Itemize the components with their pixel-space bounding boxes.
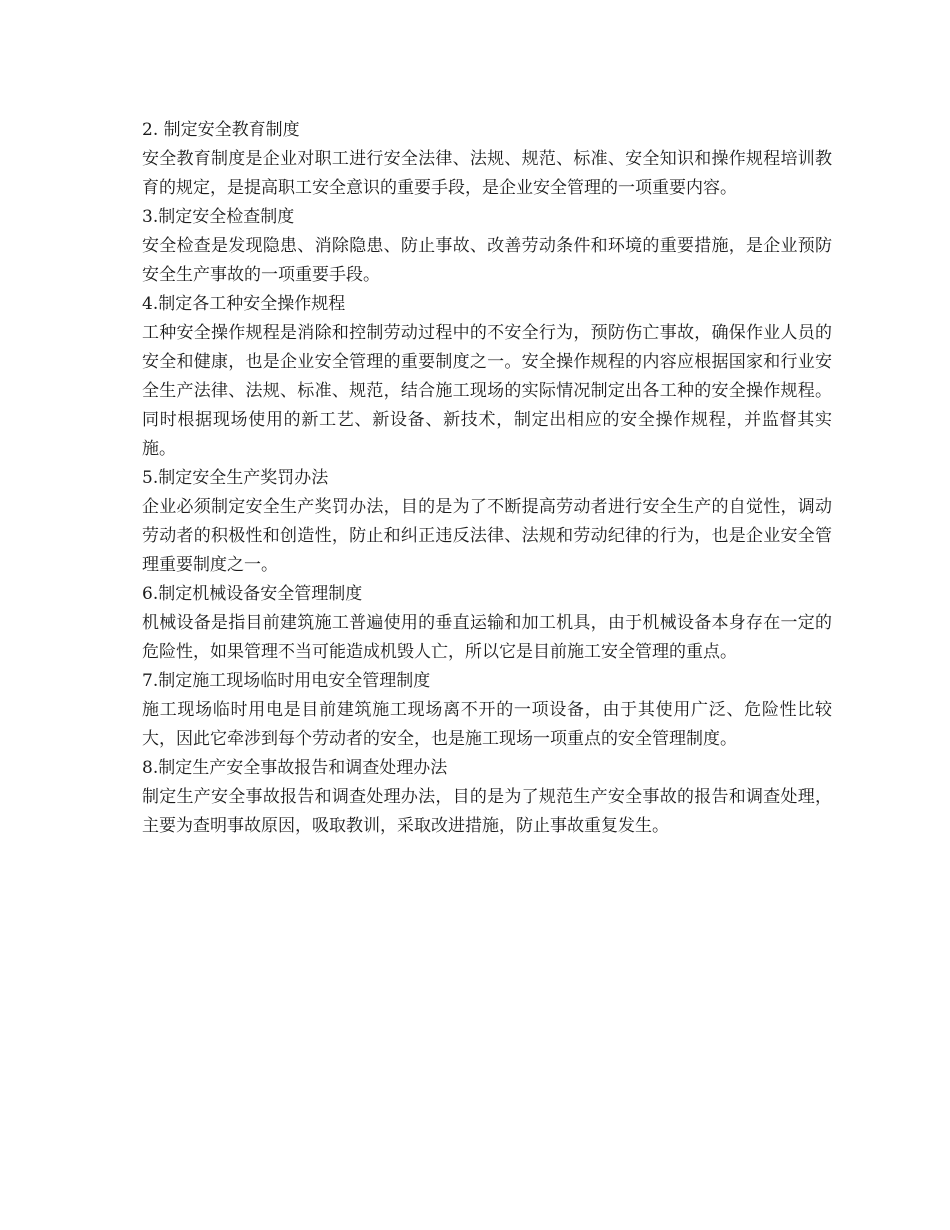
section-8 (142, 754, 832, 841)
section-body: 企业必须制定安全生产奖罚办法，目的是为了不断提高劳动者进行安全生产的自觉性，调动劳动者的积极性和创造性，防止和纠正违反法律、法规和劳动纪律的行为，也是企业安全管理重要制度之一。 (142, 497, 832, 575)
section-heading: 7.制定施工现场临时用电安全管理制度 (142, 671, 431, 691)
section-body: 机械设备是指目前建筑施工普遍使用的垂直运输和加工机具，由于机械设备本身存在一定的危险性，如果管理不当可能造成机毁人亡，所以它是目前施工安全管理的重点。 (142, 613, 832, 662)
section-body: 安全教育制度是企业对职工进行安全法律、法规、规范、标准、安全知识和操作规程培训教育的规定，是提高职工安全意识的重要手段，是企业安全管理的一项重要内容。 (142, 149, 832, 198)
section-heading: 4.制定各工种安全操作规程 (142, 294, 346, 314)
section-heading: 3.制定安全检查制度 (142, 207, 295, 227)
section-heading: 8.制定生产安全事故报告和调查处理办法 (142, 758, 448, 778)
section-3 (142, 203, 832, 290)
section-6 (142, 580, 832, 667)
section-heading: 2. 制定安全教育制度 (142, 120, 300, 140)
section-body: 施工现场临时用电是目前建筑施工现场离不开的一项设备，由于其使用广泛、危险性比较大，因此它牵涉到每个劳动者的安全，也是施工现场一项重点的安全管理制度。 (142, 700, 832, 749)
section-4 (142, 290, 832, 464)
section-7 (142, 667, 832, 754)
section-2 (142, 116, 832, 203)
section-heading: 6.制定机械设备安全管理制度 (142, 584, 363, 604)
section-body: 制定生产安全事故报告和调查处理办法，目的是为了规范生产安全事故的报告和调查处理，主要为查明事故原因，吸取教训，采取改进措施，防止事故重复发生。 (142, 787, 832, 836)
section-5 (142, 464, 832, 580)
section-body: 工种安全操作规程是消除和控制劳动过程中的不安全行为，预防伤亡事故，确保作业人员的安全和健康，也是企业安全管理的重要制度之一。安全操作规程的内容应根据国家和行业安全生产法律、法规、标准、规范，结合施工现场的实际情况制定出各工种的安全操作规程。同时根据现场使用的新工艺、新设备、新技术，制定出相应的安全操作规程，并监督其实施。 (142, 323, 832, 459)
section-heading: 5.制定安全生产奖罚办法 (142, 468, 329, 488)
document-content (142, 116, 832, 841)
section-body: 安全检查是发现隐患、消除隐患、防止事故、改善劳动条件和环境的重要措施，是企业预防安全生产事故的一项重要手段。 (142, 236, 832, 285)
